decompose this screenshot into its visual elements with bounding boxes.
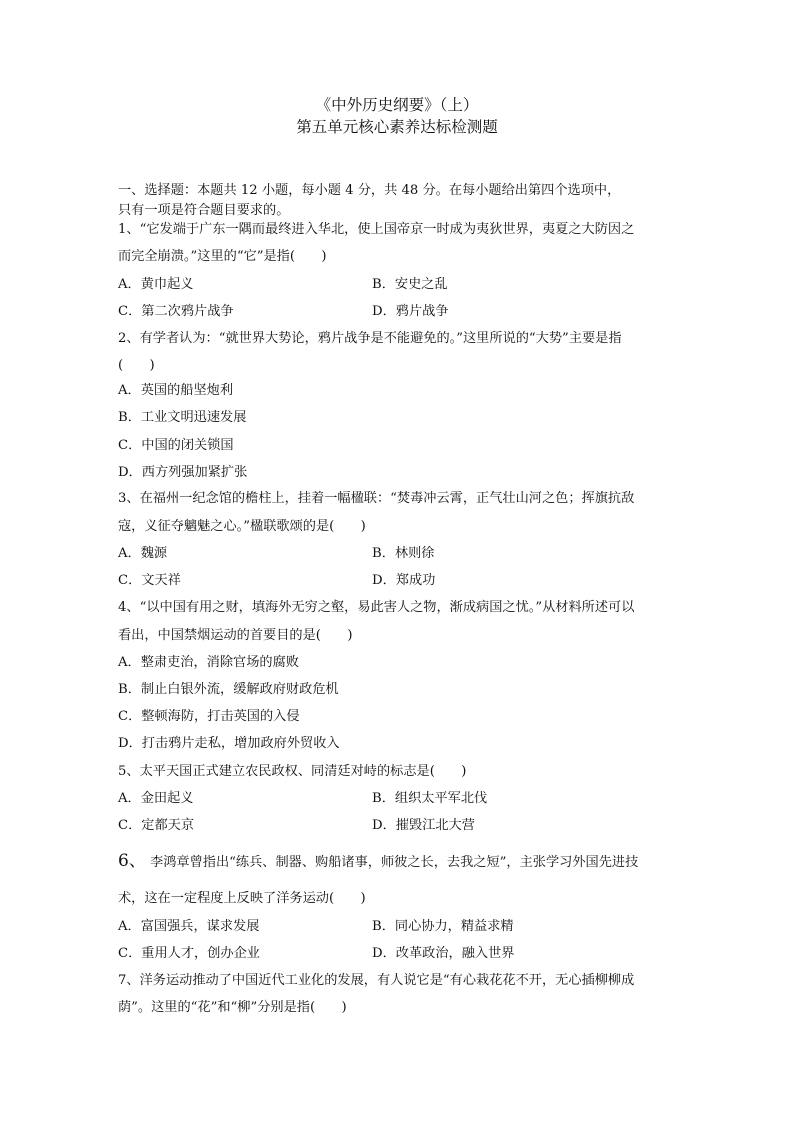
- section-instructions-line-1: 一、选择题：本题共 12 小题，每小题 4 分，共 48 分。在每小题给出第四个选项中，: [118, 183, 621, 198]
- doc-title: 《中外历史纲要》（上）: [315, 96, 479, 114]
- q5-option-a: A．金田起义: [118, 791, 194, 806]
- q6-option-d: D．改革政治，融入世界: [372, 946, 515, 961]
- q5-stem-line-1: 5、太平天国正式建立农民政权、同清廷对峙的标志是( ): [118, 764, 467, 779]
- q3-stem-line-2: 寇，义征夺魑魅之心。”楹联歌颂的是( ): [118, 519, 366, 534]
- q5-option-d: D．摧毁江北大营: [372, 818, 475, 833]
- q3-stem-line-1: 3、在福州一纪念馆的檐柱上，挂着一幅楹联：“焚毒冲云霄，正气壮山河之色；挥旗抗敌: [118, 491, 635, 506]
- q1-option-a: A．黄巾起义: [118, 277, 194, 292]
- q4-stem-line-2: 看出，中国禁烟运动的首要目的是( ): [118, 628, 353, 643]
- q4-option-a: A．整肃吏治，消除官场的腐败: [118, 655, 299, 670]
- q4-option-b: B．制止白银外流，缓解政府财政危机: [118, 682, 339, 697]
- q1-stem-line-1: 1、“它发端于广东一隅而最终进入华北，使上国帝京一时成为夷狄世界，夷夏之大防因之: [118, 222, 635, 237]
- q1-option-c: C．第二次鸦片战争: [118, 304, 234, 319]
- q1-option-d: D．鸦片战争: [372, 304, 449, 319]
- q3-option-c: C．文天祥: [118, 573, 181, 588]
- q6-option-a: A．富国强兵，谋求发展: [118, 919, 260, 934]
- doc-subtitle: 第五单元核心素养达标检测题: [296, 118, 498, 136]
- q3-option-a: A．魏源: [118, 546, 168, 561]
- q4-stem-line-1: 4、“以中国有用之财，填海外无穷之壑，易此害人之物，渐成病国之忧。”从材料所述可以: [118, 600, 635, 615]
- section-instructions-line-2: 只有一项是符合题目要求的。: [118, 203, 290, 218]
- q2-stem-line-2: ( ): [118, 358, 155, 373]
- q5-option-c: C．定都天京: [118, 818, 195, 833]
- q2-stem-line-1: 2、有学者认为：“就世界大势论，鸦片战争是不能避免的。”这里所说的“大势”主要是指: [118, 331, 622, 346]
- q6-stem-line-1: [118, 851, 678, 873]
- q7-stem-line-1: 7、洋务运动推动了中国近代工业化的发展，有人说它是“有心栽花花不开，无心插柳柳成: [118, 973, 635, 988]
- q3-option-b: B．林则徐: [372, 546, 435, 561]
- q1-stem-line-2: 而完全崩溃。”这里的“它”是指( ): [118, 249, 327, 264]
- q4-option-c: C．整顿海防，打击英国的入侵: [118, 709, 300, 724]
- q6-stem-text: 李鸿章曾指出“练兵、制器、购船诸事，师彼之长，去我之短”，主张学习外国先进技: [145, 855, 639, 870]
- q6-option-b: B．同心协力，精益求精: [372, 919, 514, 934]
- q3-option-d: D．郑成功: [372, 573, 436, 588]
- q2-option-c: C．中国的闭关锁国: [118, 438, 234, 453]
- q2-option-d: D．西方列强加紧扩张: [118, 465, 248, 480]
- q2-option-a: A．英国的船坚炮利: [118, 383, 234, 398]
- q7-stem-line-2: 荫”。这里的“花”和“柳”分别是指( ): [118, 1000, 347, 1015]
- q1-option-b: B．安史之乱: [372, 277, 448, 292]
- q6-option-c: C．重用人才，创办企业: [118, 946, 260, 961]
- q5-option-b: B．组织太平军北伐: [372, 791, 488, 806]
- q2-option-b: B．工业文明迅速发展: [118, 410, 247, 425]
- q4-option-d: D．打击鸦片走私，增加政府外贸收入: [118, 736, 340, 751]
- q6-stem-line-2: 术，这在一定程度上反映了洋务运动( ): [118, 891, 366, 906]
- q6-number: 6、: [118, 851, 146, 871]
